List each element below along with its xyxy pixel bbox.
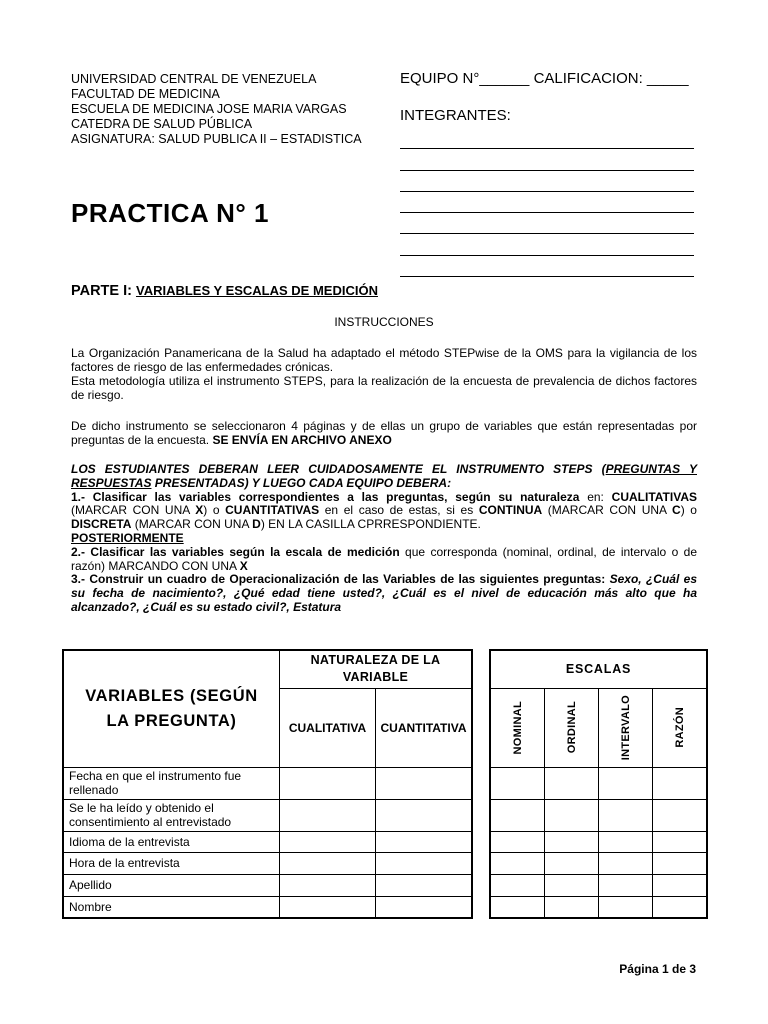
col-intervalo — [599, 688, 653, 767]
instructions-heading: INSTRUCCIONES — [334, 315, 434, 329]
paragraph-text: Esta metodología utiliza el instrumento STEPS, para la realización de la encuesta de prevalencia de dichos factores de riesgo. — [71, 374, 697, 402]
instruction-3 — [71, 573, 697, 614]
blank-line[interactable] — [400, 234, 694, 255]
blank-line[interactable] — [400, 213, 694, 234]
instruction-text: (MARCAR CON UNA — [71, 503, 196, 518]
blank-line[interactable] — [400, 256, 694, 277]
naturaleza-header — [280, 650, 473, 688]
col-razon — [653, 688, 708, 767]
cualitativa-cell[interactable] — [280, 799, 376, 831]
page-title: PRACTICA N° 1 — [71, 198, 269, 228]
escala-cell[interactable] — [653, 767, 708, 799]
paragraph-text: La Organización Panamericana de la Salud ha adaptado el método STEPwise de la OMS para la vigilancia de los factores de riesgo de las enfermedades crónicas. — [71, 346, 697, 374]
institution-header — [71, 72, 362, 147]
cualitativa-cell[interactable] — [280, 852, 376, 874]
instruction-text: CUANTITATIVAS — [225, 503, 320, 518]
instruction-text: X — [195, 503, 204, 518]
naturaleza-header-text: NATURALEZA DE LA VARIABLE — [310, 653, 441, 685]
cuantitativa-cell[interactable] — [376, 852, 473, 874]
escala-cell[interactable] — [490, 767, 545, 799]
instruction-text: X — [239, 558, 248, 573]
col-ordinal — [545, 688, 599, 767]
escala-cell[interactable] — [545, 831, 599, 852]
cuantitativa-cell[interactable] — [376, 799, 473, 831]
escala-cell[interactable] — [599, 799, 653, 831]
posteriormente-label: POSTERIORMENTE — [71, 530, 184, 545]
instructions-block — [71, 463, 697, 615]
col-nominal — [490, 688, 545, 767]
variable-row-label: Hora de la entrevista — [63, 852, 280, 874]
escala-cell[interactable] — [545, 767, 599, 799]
variables-table — [62, 649, 473, 919]
escala-cell[interactable] — [653, 799, 708, 831]
escala-cell[interactable] — [653, 874, 708, 896]
institution-line: CATEDRA DE SALUD PÚBLICA — [71, 117, 253, 131]
ordinal-label: ORDINAL — [565, 701, 578, 754]
escala-cell[interactable] — [490, 799, 545, 831]
institution-line: ESCUELA DE MEDICINA JOSE MARIA VARGAS — [71, 102, 347, 116]
cualitativa-cell[interactable] — [280, 896, 376, 918]
variable-row-label: Se le ha leído y obtenido el consentimiento al entrevistado — [63, 799, 280, 831]
intro-paragraph-2 — [71, 419, 697, 447]
variable-row-label: Idioma de la entrevista — [63, 831, 280, 852]
institution-line: FACULTAD DE MEDICINA — [71, 87, 220, 101]
escala-cell[interactable] — [490, 896, 545, 918]
escala-cell[interactable] — [545, 852, 599, 874]
variable-row-label: Fecha en que el instrumento fue rellenado — [63, 767, 280, 799]
instruction-text: Sexo, ¿Cuál es su fecha de nacimiento?, ¿Qué edad tiene usted?, ¿Cuál es el nivel de educación más alto que ha alcanzado?, ¿Cuál es su estado civil?, Estatura — [71, 572, 697, 614]
instruction-text: 1.- Clasificar las variables correspondientes a las preguntas, según su naturaleza — [71, 489, 580, 504]
equipo-calificacion: EQUIPO N°______ CALIFICACION: _____ — [400, 70, 689, 87]
escala-cell[interactable] — [490, 852, 545, 874]
section-prefix: PARTE I: — [71, 283, 136, 299]
section-heading — [71, 283, 378, 299]
col-cualitativa: CUALITATIVA — [280, 688, 376, 767]
col-cuantitativa: CUANTITATIVA — [376, 688, 473, 767]
blank-line[interactable] — [400, 149, 694, 170]
page-number: Página 1 de 3 — [619, 962, 696, 976]
cuantitativa-cell[interactable] — [376, 831, 473, 852]
instruction-text: 2.- Clasificar las variables según la escala de medición — [71, 544, 400, 559]
escala-cell[interactable] — [545, 896, 599, 918]
instruction-2 — [71, 546, 697, 574]
section-title: VARIABLES Y ESCALAS DE MEDICIÓN — [135, 283, 378, 298]
escala-cell[interactable] — [653, 831, 708, 852]
cuantitativa-cell[interactable] — [376, 767, 473, 799]
escala-cell[interactable] — [599, 831, 653, 852]
variables-header-cell — [63, 650, 280, 767]
variables-header: VARIABLES (SEGÚN LA PREGUNTA) — [85, 686, 258, 730]
escala-cell[interactable] — [653, 852, 708, 874]
cualitativa-cell[interactable] — [280, 874, 376, 896]
escala-cell[interactable] — [490, 874, 545, 896]
institution-line: ASIGNATURA: SALUD PUBLICA II – ESTADISTICA — [71, 132, 362, 146]
cualitativa-cell[interactable] — [280, 767, 376, 799]
institution-line: UNIVERSIDAD CENTRAL DE VENEZUELA — [71, 72, 317, 86]
integrantes-label: INTEGRANTES: — [400, 107, 511, 124]
variable-row-label: Nombre — [63, 896, 280, 918]
razon-label: RAZÓN — [673, 707, 686, 748]
cualitativa-cell[interactable] — [280, 831, 376, 852]
instruction-text: ) o — [203, 503, 226, 518]
blank-line[interactable] — [400, 192, 694, 213]
blank-line[interactable] — [400, 171, 694, 192]
instruction-text: CUALITATIVAS — [611, 489, 697, 504]
escala-cell[interactable] — [599, 767, 653, 799]
instruction-text: (MARCAR CON UNA — [131, 517, 253, 532]
instruction-text: en el caso de estas, si es — [319, 503, 479, 518]
instructions-lead — [71, 463, 697, 491]
escala-cell[interactable] — [545, 799, 599, 831]
escala-cell[interactable] — [490, 831, 545, 852]
escalas-header: ESCALAS — [490, 650, 707, 688]
instruction-text: ) o — [680, 503, 697, 518]
cuantitativa-cell[interactable] — [376, 874, 473, 896]
lead-text: LOS ESTUDIANTES DEBERAN LEER CUIDADOSAMENTE EL INSTRUMENTO STEPS ( — [71, 462, 606, 476]
instruction-text: 3.- Construir un cuadro de Operacionalización de las Variables de las siguientes preguntas: — [71, 572, 610, 587]
instruction-text: (MARCAR CON UNA — [542, 503, 673, 518]
instruction-text: en: — [579, 489, 612, 504]
escala-cell[interactable] — [599, 896, 653, 918]
intro-paragraph-1 — [71, 346, 697, 402]
integrantes-blank-lines — [400, 128, 694, 277]
instruction-text: DISCRETA — [71, 517, 132, 532]
lead-underlined: PREGUNTAS Y RESPUESTAS — [71, 462, 697, 490]
paragraph-text: De dicho instrumento se seleccionaron 4 páginas y de ellas un grupo de variables que están representadas por preguntas de la encuesta. — [71, 419, 697, 447]
intervalo-label: INTERVALO — [619, 694, 632, 761]
instruction-text: CONTINUA — [478, 503, 543, 518]
escala-cell[interactable] — [653, 896, 708, 918]
instruction-text: C — [672, 503, 681, 518]
anexo-note: SE ENVÍA EN ARCHIVO ANEXO — [209, 433, 392, 447]
escala-cell[interactable] — [545, 874, 599, 896]
instruction-1 — [71, 491, 697, 532]
instruction-text: ) EN LA CASILLA CPRRESPONDIENTE. — [260, 517, 481, 532]
escala-cell[interactable] — [599, 852, 653, 874]
instruction-text: que corresponda (nominal, ordinal, de intervalo o de razón) MARCANDO CON UNA — [71, 544, 697, 573]
cuantitativa-cell[interactable] — [376, 896, 473, 918]
instruction-text: D — [252, 517, 261, 532]
escalas-table — [489, 649, 708, 919]
nominal-label: NOMINAL — [511, 700, 524, 755]
variable-row-label: Apellido — [63, 874, 280, 896]
escala-cell[interactable] — [599, 874, 653, 896]
blank-line[interactable] — [400, 128, 694, 149]
lead-text: PRESENTADAS) Y LUEGO CADA EQUIPO DEBERA: — [151, 475, 452, 490]
